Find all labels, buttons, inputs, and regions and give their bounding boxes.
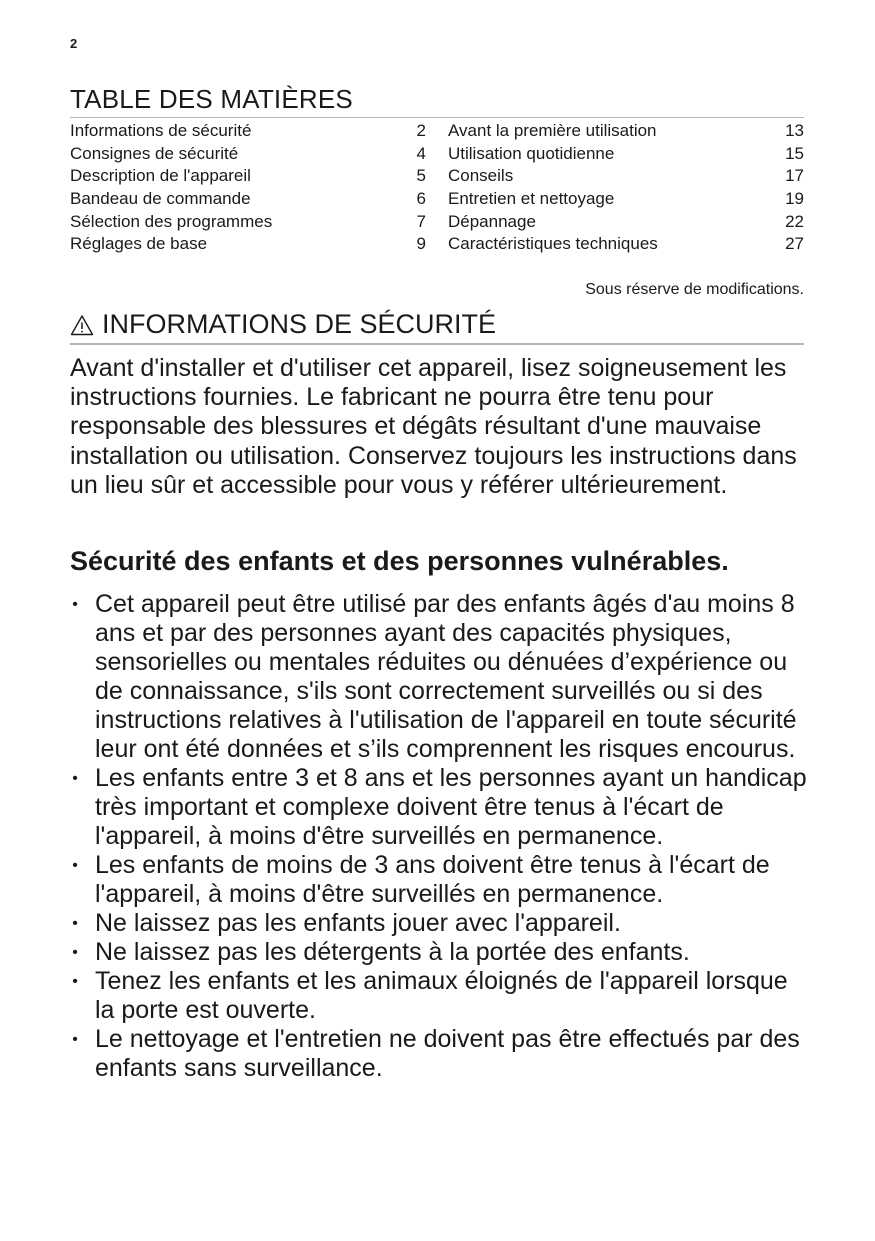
- toc-column-right: [448, 120, 804, 256]
- toc-entry-page: 5: [416, 166, 426, 186]
- toc-entry-label: Dépannage: [448, 211, 536, 231]
- list-item: [70, 967, 810, 1025]
- toc-entry-label: Informations de sécurité: [70, 121, 252, 140]
- safety-heading-text: INFORMATIONS DE SÉCURITÉ: [102, 309, 497, 339]
- toc-entry-page: 7: [416, 211, 426, 231]
- toc-entry[interactable]: [70, 211, 426, 234]
- modification-notice: Sous réserve de modifications.: [585, 281, 804, 298]
- toc-entry-page: 22: [785, 211, 804, 231]
- intro-paragraph: Avant d'installer et d'utiliser cet appareil, lisez soigneusement les instructions fournies. Le fabricant ne pourra être tenu pour responsable des blessures et dégâts résultant d'une mauvaise installation ou utilisation. Conservez toujours les instructions dans un lieu sûr et accessible pour vous y référer ultérieurement.: [70, 354, 797, 499]
- toc-entry-label: Conseils: [448, 166, 514, 186]
- toc-entry-page: 6: [416, 189, 426, 209]
- toc-entry[interactable]: [70, 143, 426, 166]
- toc-entry[interactable]: [70, 188, 426, 211]
- list-item-text: Le nettoyage et l'entretien ne doivent pas être effectués par des enfants sans surveillance.: [95, 1025, 800, 1082]
- safety-heading: [70, 309, 496, 340]
- list-item: [70, 590, 810, 764]
- bullet-icon: •: [72, 1031, 78, 1048]
- toc-entry[interactable]: [448, 143, 804, 166]
- toc-entry[interactable]: [448, 211, 804, 234]
- bullet-icon: •: [72, 973, 78, 990]
- toc-entry-page: 15: [785, 143, 804, 163]
- list-item: [70, 909, 810, 938]
- toc-entry-label: Caractéristiques techniques: [448, 234, 658, 254]
- toc-entry-label: Avant la première utilisation: [448, 121, 657, 140]
- list-item: [70, 1025, 810, 1083]
- children-safety-subheading: Sécurité des enfants et des personnes vulnérables.: [70, 546, 729, 576]
- toc-entry-page: 13: [785, 121, 804, 140]
- toc-entry[interactable]: [448, 165, 804, 188]
- toc-entry-page: 2: [416, 121, 426, 140]
- list-item-text: Les enfants entre 3 et 8 ans et les personnes ayant un handicap très important et complexe doivent être tenus à l'écart de l'appareil, à moins d'être surveillés en permanence.: [95, 764, 807, 850]
- toc-column-left: [70, 120, 426, 256]
- toc-title: TABLE DES MATIÈRES: [70, 84, 353, 114]
- list-item-text: Les enfants de moins de 3 ans doivent être tenus à l'écart de l'appareil, à moins d'être surveillés en permanence.: [95, 851, 770, 908]
- bullet-icon: •: [72, 596, 78, 613]
- bullet-icon: •: [72, 857, 78, 874]
- safety-divider: [70, 343, 804, 345]
- toc-entry-page: 27: [785, 234, 804, 254]
- list-item-text: Tenez les enfants et les animaux éloignés de l'appareil lorsque la porte est ouverte.: [95, 967, 788, 1024]
- toc-entry-label: Entretien et nettoyage: [448, 189, 615, 209]
- page-number: 2: [70, 36, 78, 51]
- toc-entry-page: 19: [785, 189, 804, 209]
- toc-entry[interactable]: [70, 120, 426, 143]
- toc-divider: [70, 117, 804, 118]
- bullet-icon: •: [72, 944, 78, 961]
- list-item: [70, 851, 810, 909]
- toc-entry[interactable]: [70, 165, 426, 188]
- warning-triangle-icon: [70, 314, 94, 336]
- toc-entry-label: Sélection des programmes: [70, 211, 273, 231]
- list-item-text: Cet appareil peut être utilisé par des enfants âgés d'au moins 8 ans et par des personnes ayant des capacités physiques, sensorielles ou mentales réduites ou dénuées d’expérience ou de connaissance, s'ils sont correctement surveillés ou si des instructions relatives à l'utilisation de l'appareil en toute sécurité leur ont été données et s’ils comprennent les risques encourus.: [95, 590, 797, 763]
- bullet-icon: •: [72, 770, 78, 787]
- children-safety-list: [70, 590, 810, 1083]
- list-item-text: Ne laissez pas les enfants jouer avec l'appareil.: [95, 909, 621, 937]
- toc-entry[interactable]: [448, 188, 804, 211]
- toc-entry-label: Description de l'appareil: [70, 166, 251, 186]
- toc-entry-label: Utilisation quotidienne: [448, 143, 615, 163]
- toc-entry[interactable]: [70, 233, 426, 256]
- toc-entry[interactable]: [448, 233, 804, 256]
- toc-entry[interactable]: [448, 120, 804, 143]
- toc-entry-page: 4: [416, 143, 426, 163]
- list-item: [70, 764, 810, 851]
- bullet-icon: •: [72, 915, 78, 932]
- list-item: [70, 938, 810, 967]
- toc-entry-page: 17: [785, 166, 804, 186]
- toc-entry-label: Réglages de base: [70, 234, 208, 254]
- list-item-text: Ne laissez pas les détergents à la portée des enfants.: [95, 938, 690, 966]
- toc-entry-label: Bandeau de commande: [70, 189, 251, 209]
- toc-entry-label: Consignes de sécurité: [70, 143, 239, 163]
- toc-entry-page: 9: [416, 234, 426, 254]
